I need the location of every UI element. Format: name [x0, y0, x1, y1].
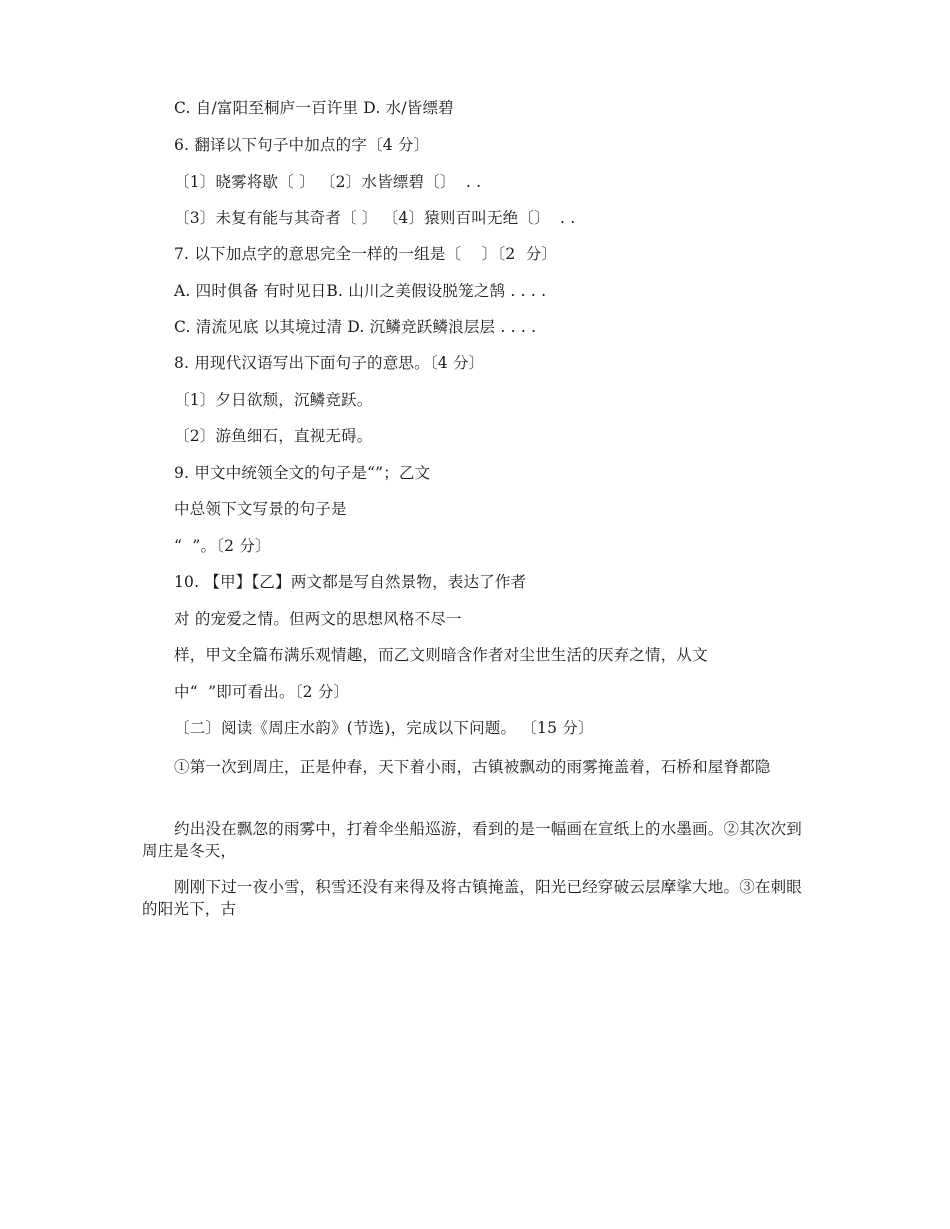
question-7-options-cd: C. 清流见底 以其境过清 D. 沉鳞竞跃鳞浪层层 . . . .	[174, 318, 537, 336]
question-8-prompt: 8. 用现代汉语写出下面句子的意思。〔4 分〕	[174, 354, 485, 372]
question-10-line-3: 样，甲文全篇布满乐观情趣，而乙文则暗含作者对尘世生活的厌弃之情，从文	[174, 646, 708, 664]
question-7-options-ab: A. 四时俱备 有时见日B. 山川之美假设脱笼之鹄 . . . .	[174, 282, 547, 300]
question-7-prompt: 7. 以下加点字的意思完全一样的一组是〔 〕〔2 分〕	[174, 245, 558, 263]
question-6-prompt: 6. 翻译以下句子中加点的字〔4 分〕	[174, 136, 430, 154]
question-10-line-2: 对 的宠爱之情。但两文的思想风格不尽一	[174, 610, 462, 628]
question-9-line-3: “ ”。〔2 分〕	[174, 537, 271, 555]
question-5-options-cd: C. 自/富阳至桐庐一百许里 D. 水/皆缥碧	[174, 99, 454, 117]
question-9-line-1: 9. 甲文中统领全文的句子是“”；乙文	[174, 464, 431, 482]
question-8-item-1: 〔1〕夕日欲颓，沉鳞竞跃。	[174, 391, 373, 409]
passage-paragraph-3: 刚刚下过一夜小雪，积雪还没有来得及将古镇掩盖，阳光已经穿破云层摩挲大地。③在刺眼的阳光下，古	[142, 878, 803, 918]
question-9-line-2: 中总领下文写景的句子是	[174, 500, 347, 518]
passage-paragraph-2: 约出没在飘忽的雨雾中，打着伞坐船巡游，看到的是一幅画在宣纸上的水墨画。②其次次到周庄是冬天，	[142, 820, 803, 860]
question-10-line-1: 10. 【甲】【乙】两文都是写自然景物，表达了作者	[174, 573, 527, 591]
question-6-items-1-2: 〔1〕晓雾将歇〔 〕 〔2〕水皆缥碧〔〕 . .	[174, 173, 482, 191]
section-2-heading: 〔二〕阅读《周庄水韵》(节选)，完成以下问题。 〔15 分〕	[174, 719, 594, 737]
question-8-item-2: 〔2〕游鱼细石，直视无碍。	[174, 427, 373, 445]
question-10-line-4: 中“ ”即可看出。〔2 分〕	[174, 683, 350, 701]
question-6-items-3-4: 〔3〕未复有能与其奇者〔 〕 〔4〕猿则百叫无绝〔〕 . .	[174, 209, 576, 227]
passage-paragraph-1: ①第一次到周庄，正是仲春，天下着小雨，古镇被飘动的雨雾掩盖着，石桥和屋脊都隐	[174, 758, 771, 776]
